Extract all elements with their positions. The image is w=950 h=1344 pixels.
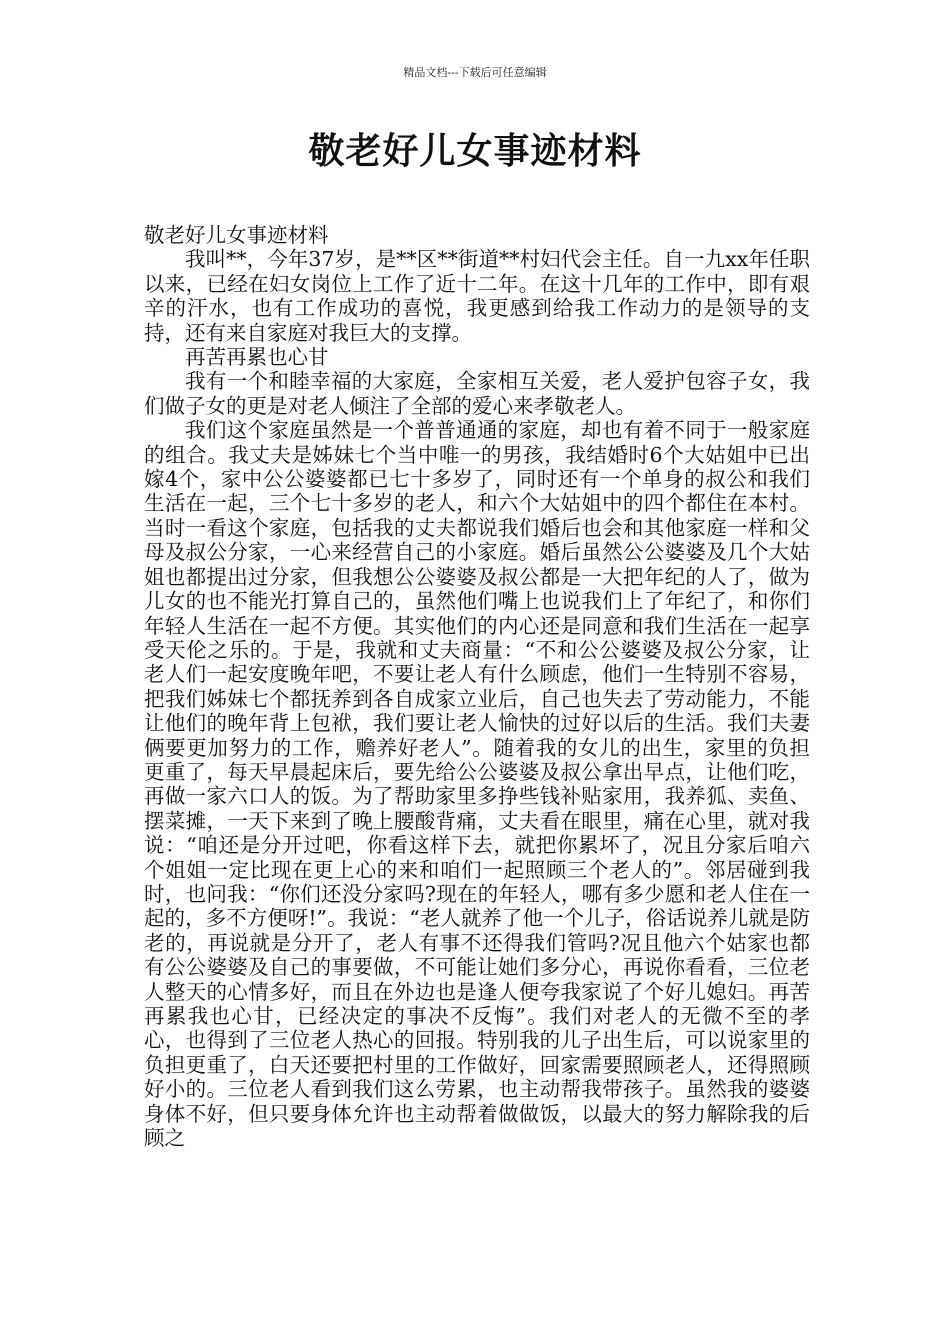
paragraph-family: 我有一个和睦幸福的大家庭，全家相互关爱，老人爱护包容子女，我们做子女的更是对老人倾注了全部的爱心来孝敬老人。 bbox=[144, 369, 810, 418]
document-body bbox=[144, 223, 810, 1150]
paragraph-story: 我们这个家庭虽然是一个普普通通的家庭，却也有着不同于一般家庭的组合。我丈夫是姊妹七个当中唯一的男孩，我结婚时6个大姑姐中已出嫁4个，家中公公婆婆都已七十多岁了，同时还有一个单身的叔公和我们生活在一起，三个七十多岁的老人，和六个大姑姐中的四个都住在本村。当时一看这个家庭，包括我的丈夫都说我们婚后也会和其他家庭一样和父母及叔公分家，一心来经营自己的小家庭。婚后虽然公公婆婆及几个大姑姐也都提出过分家，但我想公公婆婆及叔公都是一大把年纪的人了，做为儿女的也不能光打算自己的，虽然他们嘴上也说我们上了年纪了，和你们年轻人生活在一起不方便。其实他们的内心还是同意和我们生活在一起享受天伦之乐的。于是，我就和丈夫商量：“不和公公婆婆及叔公分家，让老人们一起安度晚年吧，不要让老人有什么顾虑，他们一生特别不容易，把我们姊妹七个都抚养到各自成家立业后，自己也失去了劳动能力，不能让他们的晚年背上包袱，我们要让老人愉快的过好以后的生活。我们夫妻俩要更加努力的工作，赡养好老人”。随着我的女儿的出生，家里的负担更重了，每天早晨起床后，要先给公公婆婆及叔公拿出早点，让他们吃，再做一家六口人的饭。为了帮助家里多挣些钱补贴家用，我养狐、卖鱼、摆菜摊，一天下来到了晚上腰酸背痛，丈夫看在眼里，痛在心里，就对我说：“咱还是分开过吧，你看这样下去，就把你累坏了，况且分家后咱六个姐姐一定比现在更上心的来和咱们一起照顾三个老人的”。邻居碰到我时，也问我：“你们还没分家吗?现在的年轻人，哪有多少愿和老人住在一起的，多不方便呀!”。我说：“老人就养了他一个儿子，俗话说养儿就是防老的，再说就是分开了，老人有事不还得我们管吗?况且他六个姑家也都有公公婆婆及自己的事要做，不可能让她们多分心，再说你看看，三位老人整天的心情多好，而且在外边也是逢人便夸我家说了个好儿媳妇。再苦再累我也心甘，已经决定的事决不反悔”。我们对老人的无微不至的孝心，也得到了三位老人热心的回报。特别我的儿子出生后，可以说家里的负担更重了，白天还要把村里的工作做好，回家需要照顾老人，还得照顾好小的。三位老人看到我们这么劳累，也主动帮我带孩子。虽然我的婆婆身体不好，但只要身体允许也主动帮着做做饭，以最大的努力解除我的后顾之 bbox=[144, 418, 810, 1151]
paragraph-intro: 我叫**，今年37岁，是**区**街道**村妇代会主任。自一九xx年任职以来，已经在妇女岗位上工作了近十二年。在这十几年的工作中，即有艰辛的汗水，也有工作成功的喜悦，我更感到给我工作动力的是领导的支持，还有来自家庭对我巨大的支撑。 bbox=[144, 247, 810, 345]
section-heading: 再苦再累也心甘 bbox=[185, 345, 329, 370]
document-title: 敬老好儿女事迹材料 bbox=[308, 131, 642, 172]
body-heading: 敬老好儿女事迹材料 bbox=[144, 223, 329, 247]
header-note: 精品文档---下载后可任意编辑 bbox=[403, 66, 547, 79]
